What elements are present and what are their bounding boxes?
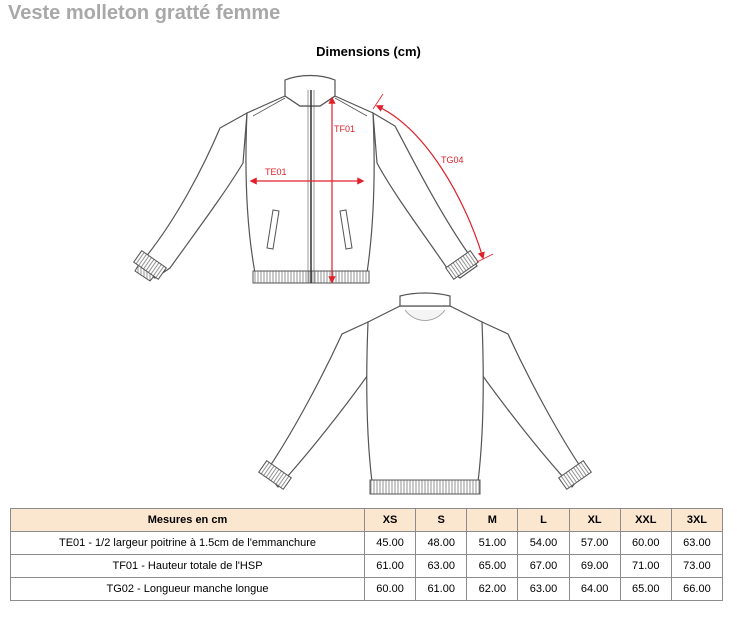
table-row	[11, 555, 723, 578]
back-body	[367, 306, 483, 482]
table-cell: 69.00	[569, 555, 620, 578]
table-row	[11, 532, 723, 555]
table-cell: 71.00	[620, 555, 671, 578]
back-right-sleeve	[480, 322, 584, 487]
table-cell: 61.00	[416, 578, 467, 601]
header-size: XL	[569, 509, 620, 532]
row-label: TG02 - Longueur manche longue	[11, 578, 365, 601]
table-header-row	[11, 509, 723, 532]
table-cell: 63.00	[416, 555, 467, 578]
header-size: S	[416, 509, 467, 532]
jacket-front-diagram	[125, 68, 505, 293]
table-cell: 64.00	[569, 578, 620, 601]
table-cell: 60.00	[365, 578, 416, 601]
table-cell: 62.00	[467, 578, 518, 601]
header-measure: Mesures en cm	[11, 509, 365, 532]
back-collar	[400, 293, 450, 306]
row-label: TF01 - Hauteur totale de l'HSP	[11, 555, 365, 578]
table-cell: 45.00	[365, 532, 416, 555]
tf01-label: TF01	[334, 124, 356, 134]
table-cell: 73.00	[671, 555, 722, 578]
te01-label: TE01	[265, 167, 287, 177]
right-sleeve	[373, 113, 477, 278]
page-title: Veste molleton gratté femme	[8, 2, 281, 24]
table-cell: 57.00	[569, 532, 620, 555]
table-cell: 60.00	[620, 532, 671, 555]
back-hem-band	[370, 480, 480, 494]
table-cell: 65.00	[467, 555, 518, 578]
tg04-label: TG04	[441, 155, 464, 165]
left-sleeve	[139, 113, 247, 278]
back-left-sleeve	[266, 322, 370, 487]
table-row	[11, 578, 723, 601]
header-size: XXL	[620, 509, 671, 532]
table-cell: 54.00	[518, 532, 569, 555]
table-cell: 67.00	[518, 555, 569, 578]
header-size: 3XL	[671, 509, 722, 532]
table-cell: 48.00	[416, 532, 467, 555]
table-cell: 61.00	[365, 555, 416, 578]
header-size: L	[518, 509, 569, 532]
table-cell: 65.00	[620, 578, 671, 601]
row-label: TE01 - 1/2 largeur poitrine à 1.5cm de l'emmanchure	[11, 532, 365, 555]
front-body	[246, 96, 374, 273]
dimensions-heading: Dimensions (cm)	[316, 44, 421, 59]
table-cell: 63.00	[518, 578, 569, 601]
header-size: M	[467, 509, 518, 532]
collar	[285, 76, 335, 107]
header-size: XS	[365, 509, 416, 532]
table-cell: 63.00	[671, 532, 722, 555]
jacket-back-diagram	[250, 292, 595, 502]
size-table	[10, 508, 723, 601]
table-cell: 66.00	[671, 578, 722, 601]
table-cell: 51.00	[467, 532, 518, 555]
